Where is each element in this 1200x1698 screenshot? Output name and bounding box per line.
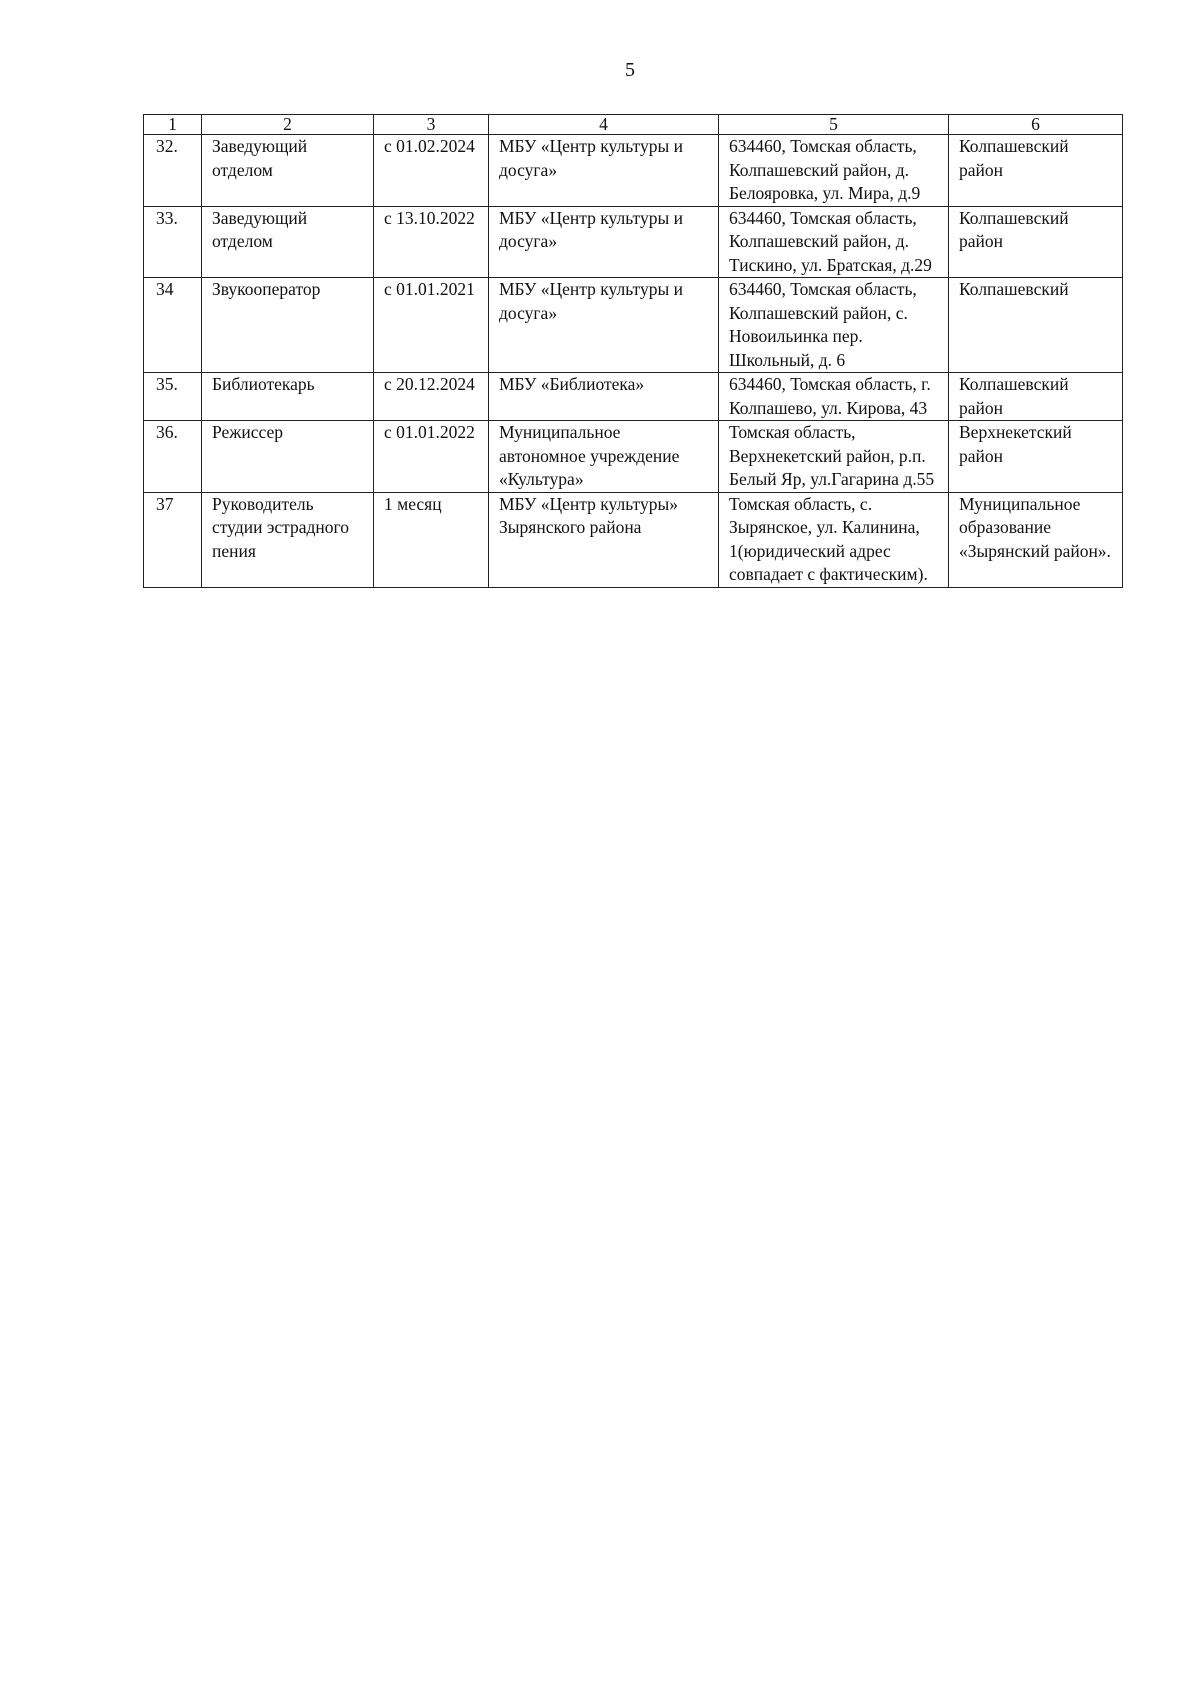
municipality-cell: Колпашевский район [949, 373, 1123, 421]
period-cell: с 20.12.2024 [374, 373, 489, 421]
position-cell: Библиотекарь [202, 373, 374, 421]
position-cell: Заведующий отделом [202, 206, 374, 278]
address-cell: 634460, Томская область, Колпашевский район, д. Белояровка, ул. Мира, д.9 [719, 135, 949, 207]
organization-cell: МБУ «Центр культуры» Зырянского района [489, 492, 719, 587]
position-cell: Руководитель студии эстрадного пения [202, 492, 374, 587]
position-cell: Звукооператор [202, 278, 374, 373]
address-cell: 634460, Томская область, Колпашевский район, с. Новоильинка пер. Школьный, д. 6 [719, 278, 949, 373]
page-number: 5 [625, 59, 635, 81]
municipality-cell: Колпашевский [949, 278, 1123, 373]
organization-cell: МБУ «Библиотека» [489, 373, 719, 421]
column-header: 2 [202, 115, 374, 135]
vacancy-table [143, 114, 1123, 588]
period-cell: 1 месяц [374, 492, 489, 587]
row-number-cell: 37 [144, 492, 202, 587]
period-cell: с 01.01.2021 [374, 278, 489, 373]
address-cell: 634460, Томская область, г. Колпашево, ул. Кирова, 43 [719, 373, 949, 421]
period-cell: с 01.02.2024 [374, 135, 489, 207]
organization-cell: МБУ «Центр культуры и досуга» [489, 135, 719, 207]
address-cell: Томская область, с. Зырянское, ул. Калинина, 1(юридический адрес совпадает с фактическим). [719, 492, 949, 587]
organization-cell: МБУ «Центр культуры и досуга» [489, 278, 719, 373]
column-header: 6 [949, 115, 1123, 135]
row-number-cell: 33. [144, 206, 202, 278]
column-header: 3 [374, 115, 489, 135]
table-row [144, 135, 1123, 207]
row-number-cell: 36. [144, 421, 202, 493]
address-cell: Томская область, Верхнекетский район, р.п. Белый Яр, ул.Гагарина д.55 [719, 421, 949, 493]
row-number-cell: 34 [144, 278, 202, 373]
organization-cell: МБУ «Центр культуры и досуга» [489, 206, 719, 278]
position-cell: Режиссер [202, 421, 374, 493]
column-header: 5 [719, 115, 949, 135]
position-cell: Заведующий отделом [202, 135, 374, 207]
municipality-cell: Колпашевский район [949, 206, 1123, 278]
organization-cell: Муниципальное автономное учреждение «Культура» [489, 421, 719, 493]
table-row [144, 421, 1123, 493]
table-row [144, 373, 1123, 421]
period-cell: с 13.10.2022 [374, 206, 489, 278]
row-number-cell: 35. [144, 373, 202, 421]
column-header: 4 [489, 115, 719, 135]
column-header: 1 [144, 115, 202, 135]
table-row [144, 278, 1123, 373]
municipality-cell: Верхнекетский район [949, 421, 1123, 493]
period-cell: с 01.01.2022 [374, 421, 489, 493]
row-number-cell: 32. [144, 135, 202, 207]
table-header-row [144, 115, 1123, 135]
table-row [144, 206, 1123, 278]
municipality-cell: Муниципальное образование «Зырянский район». [949, 492, 1123, 587]
address-cell: 634460, Томская область, Колпашевский район, д. Тискино, ул. Братская, д.29 [719, 206, 949, 278]
table-row [144, 492, 1123, 587]
municipality-cell: Колпашевский район [949, 135, 1123, 207]
